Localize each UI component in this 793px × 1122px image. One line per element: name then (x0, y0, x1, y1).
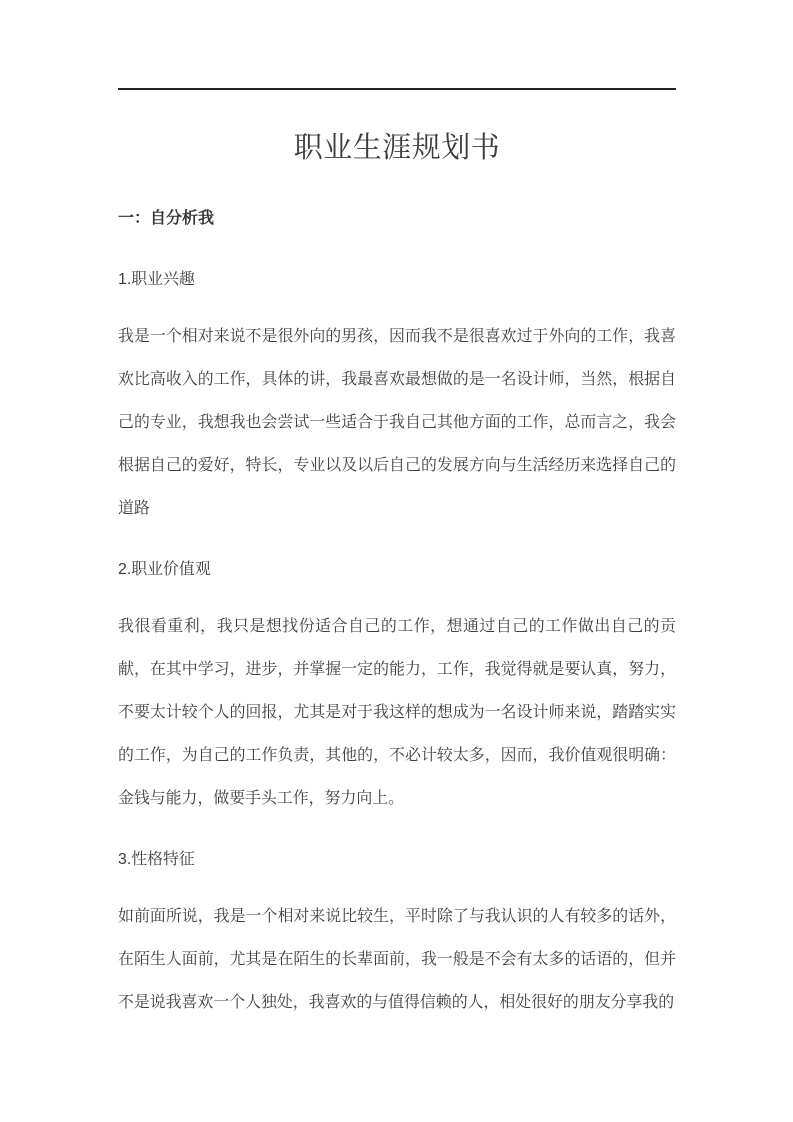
header-rule (118, 88, 676, 90)
paragraph-career-values: 我很看重利，我只是想找份适合自己的工作，想通过自己的工作做出自己的贡献，在其中学习，进步，并掌握一定的能力，工作，我觉得就是要认真，努力，不要太计较个人的回报，尤其是对于我这样的想成为一名设计师来说，踏踏实实的工作，为自己的工作负责，其他的，不必计较太多，因而，我价值观很明确：金钱与能力，做要手头工作，努力向上。 (118, 618, 676, 807)
section-heading-self-analysis: 一：自分析我 (118, 210, 215, 227)
subsection-heading-career-values: 2.职业价值观 (118, 561, 211, 578)
paragraph-career-interest: 我是一个相对来说不是很外向的男孩，因而我不是很喜欢过于外向的工作，我喜欢比高收入的工作，具体的讲，我最喜欢最想做的是一名设计师，当然，根据自己的专业，我想我也会尝试一些适合于我自己其他方面的工作，总而言之，我会根据自己的爱好，特长，专业以及以后自己的发展方向与生活经历来选择自己的道路 (118, 328, 676, 517)
page-content (0, 88, 793, 1024)
paragraph-personality-traits: 如前面所说，我是一个相对来说比较生，平时除了与我认识的人有较多的话外，在陌生人面前，尤其是在陌生的长辈面前，我一般是不会有太多的话语的，但并不是说我喜欢一个人独处，我喜欢的与值得信赖的人，相处很好的朋友分享我的 (118, 908, 676, 1011)
document-title: 职业生涯规划书 (293, 132, 501, 164)
subsection-heading-personality-traits: 3.性格特征 (118, 851, 195, 868)
subsection-heading-career-interest: 1.职业兴趣 (118, 271, 195, 288)
